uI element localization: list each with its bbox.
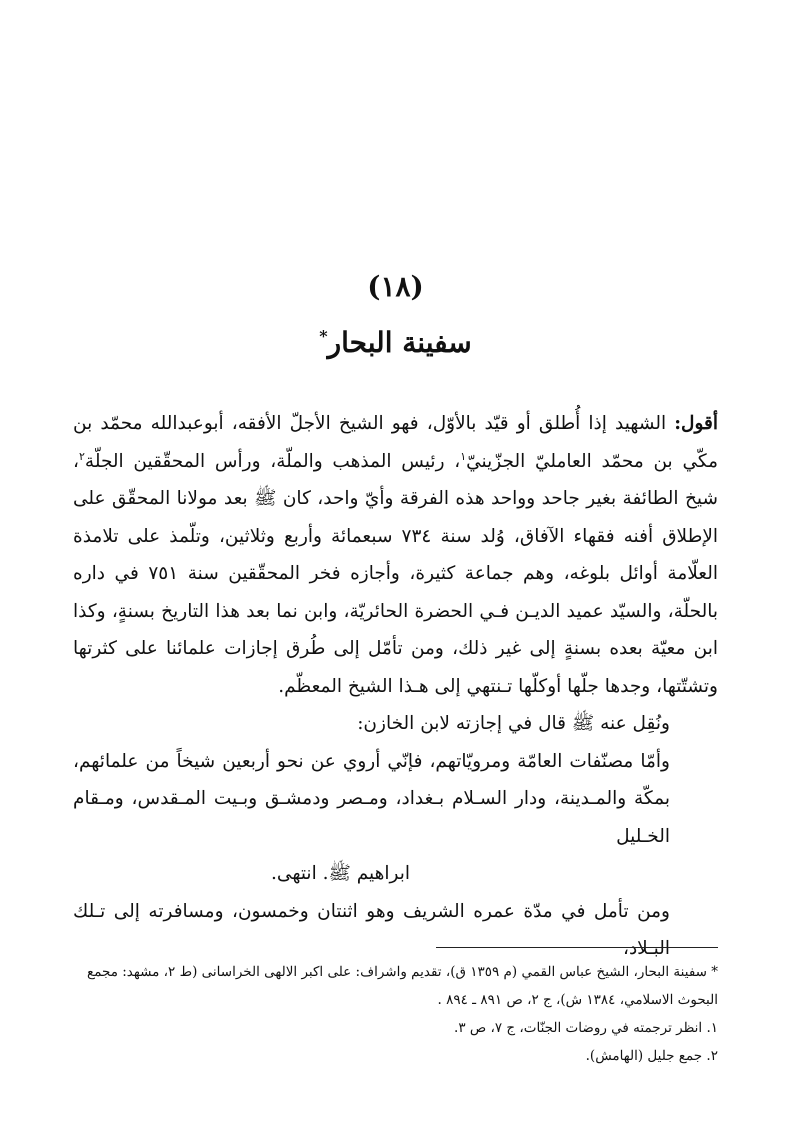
quotation-end: ابراهيم ﷺ. انتهى. <box>271 863 410 884</box>
paragraph-1-part-c: ، شيخ الطائفة بغير جاحد وواحد هذه الفرقة وأيّ واحد، كان ﷺ بعد مولانا المحقّق على الإطلاق أفنه فقهاء الآفاق، وُلد سنة ٧٣٤ سبعمائة وأربع وثلاثين، وتلّمذ على تلامذة العلّامة أوائل بلوغه، وهم جماعة كثيرة، وأجازه فخر المحقّقين سنة ٧٥١ في داره بالحلّة، والسيّد عميد الديـن فـي الحضرة الحائريّة، وابن نما بعد هذا التاريخ بسنةٍ، وكذا ابن معيّة بعده بسنةٍ إلى غير ذلك، ومن تأمّل إلى طُرق إجازات علمائنا على كثرتها وتشتّتها، وجدها جلّها أوكلّها تـنتهي إلى هـذا الشيخ المعظّم. <box>73 450 719 697</box>
footnote-separator <box>436 947 718 948</box>
paragraph-1 <box>73 405 718 705</box>
quotation-block <box>73 743 718 893</box>
footnote-1: ١. انظر ترجمته في روضات الجنّات، ج ٧، ص ٣. <box>454 1020 718 1036</box>
section-title-text: سفينة البحار <box>327 326 472 359</box>
footnote-ref-1[interactable]: ١ <box>460 449 467 463</box>
section-number: (١٨) <box>367 270 424 303</box>
quotation-text: وأمّا مصنّفات العامّة ومرويّاتهم، فإنّي أروي عن نحو أربعين شيخاً من علمائهم، بمكّة والمـدينة، ودار السـلام بـغداد، ومـصر ودمشـق وبـيت المـقدس، ومـقام الخـليل <box>73 750 670 847</box>
paragraph-1-part-a: الشهيد إذا أُطلق أو قيّد بالأوّل، فهو الشيخ الأجلّ الأفقه، أبوعبدالله محمّد بن مكّي بن محمّد العامليّ الجزّينيّ <box>73 413 718 472</box>
paragraph-2: ونُقِل عنه ﷺ قال في إجازته لابن الخازن: <box>357 713 670 734</box>
paragraph-3: ومن تأمل في مدّة عمره الشريف وهو اثنتان وخمسون، ومسافرته إلى تـلك البـلاد، <box>73 900 670 959</box>
section-title <box>0 326 791 359</box>
footnotes <box>73 958 718 1070</box>
footnote-source: * سفينة البحار، الشيخ عباس القمي (م ١٣٥٩ ق)، تقديم واشراف: علی اكبر الالهی الخراسانی (ط ٢، مشهد: مجمع البحوث الاسلامي، ١٣٨٤ ش)، ج ٢، ص ٨٩١ ـ ٨٩٤ . <box>87 964 718 1008</box>
paragraph-1-part-b: ، رئيس المذهب والملّة، ورأس المحقّقين الجلّة <box>84 450 461 472</box>
footnote-2: ٢. جمع جليل (الهامش). <box>585 1048 718 1064</box>
footnote-ref-2[interactable]: ٢ <box>78 449 85 463</box>
paragraph-lead: أقول: <box>674 413 718 434</box>
title-footnote-marker: * <box>319 326 328 346</box>
body-text <box>73 405 718 968</box>
